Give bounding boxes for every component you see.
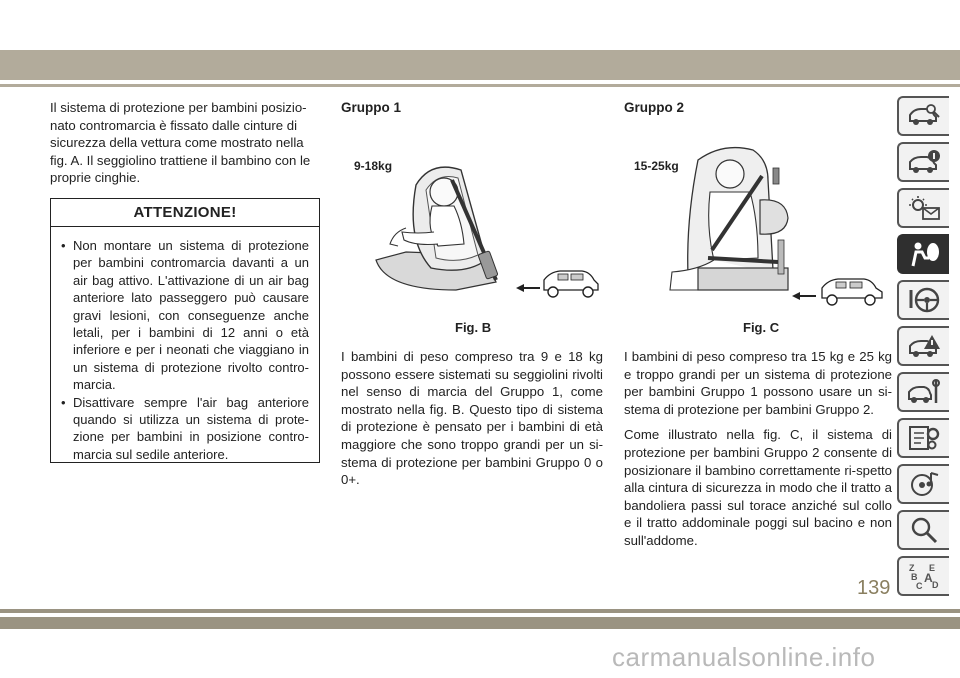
car-warning-icon [907,333,941,359]
intro-paragraph [50,99,320,187]
intro-line: proprie cinghie. [50,170,141,186]
car-info-icon [907,149,941,175]
page-number: 139 [857,577,891,599]
svg-text:D: D [932,580,939,590]
group2-paragraph-1: I bambini di peso compreso tra 15 kg e 25 kg e troppo grandi per un sistema di protezione per bambini Gruppo 1 possono usare un si-stema di protezione per bambini Gruppo 2. [624,349,892,417]
group1-heading: Gruppo 1 [341,100,401,115]
svg-text:Z: Z [909,563,915,573]
group1-section [341,99,603,117]
figure-c-weight-label: 15-25kg [634,159,679,173]
tab-car-info[interactable] [897,142,949,182]
warning-list [59,237,309,463]
tab-specifications[interactable] [897,418,949,458]
group2-heading: Gruppo 2 [624,100,684,115]
tab-index[interactable] [897,556,949,596]
tab-car-search[interactable] [897,96,949,136]
group1-paragraph: I bambini di peso compreso tra 9 e 18 kg possono essere sistemati su seggiolini rivolti nel senso di marcia del Gruppo 1, come mostrato nella fig. B. Questo tipo di sistema di protezione è pensato per i bambini di età maggiore che sono troppo grandi per un si-stema di protezione per bambini Gruppo 0 o 0+. [341,349,603,488]
svg-text:A: A [924,571,933,585]
car-service-icon [907,379,941,405]
svg-text:E: E [929,563,936,573]
airbag-passenger-icon [907,240,941,268]
specifications-icon [907,424,941,452]
figure-c-booster-seat [628,140,890,310]
warning-item: • Disattivare sempre l'air bag anteriore quando si utilizza un sistema di prote-zione per bambini in posizione contro-marcia sul sedile anteriore. [59,394,309,464]
warning-box [50,198,320,463]
svg-text:C: C [916,581,923,591]
intro-line: nato contromarcia è fissato dalle cinture di [50,117,298,133]
tab-search[interactable] [897,510,949,550]
intro-line: Il sistema di protezione per bambini posizio- [50,100,307,115]
tab-emergency[interactable] [897,326,949,366]
index-icon [907,561,941,591]
steering-wheel-icon [907,286,941,314]
figure-b-forward-facing-seat [346,140,602,310]
figure-b-weight-label: 9-18kg [354,159,393,173]
tab-service[interactable] [897,372,949,412]
watermark: carmanualsonline.info [612,642,876,672]
figure-b-label: Fig. B [455,320,492,335]
warning-item: • Non montare un sistema di protezione per bambini contromarcia davanti a un air bag attivo. L'attivazione di un air bag anteriore lato passeggero può causare gravi lesioni, con conseguenze anche letali, per i bambini di 12 anni o età inferiore e per i neonati che viaggiano in un sistema di protezione rivolto contro-marcia. [59,237,309,394]
top-rule [0,84,960,87]
group2-paragraph-2: Come illustrato nella fig. C, il sistema di protezione per bambini Gruppo 2 consente di posizionare il bambino correttamente ri-spetto alla cintura di sicurezza in modo che il tratto a bandoliera passi sul torace anziché sul collo e il tratto addominale poggi sul bacino e non sull'addome. [624,427,892,548]
multimedia-icon [907,470,941,498]
car-search-icon [907,103,941,129]
tab-driving[interactable] [897,280,949,320]
intro-line: fig. A. Il seggiolino trattiene il bambino con le [50,152,311,168]
warning-lights-icon [907,195,941,221]
group1-body [341,348,603,489]
tab-warning-lights[interactable] [897,188,949,228]
search-icon [907,516,941,544]
tab-safety[interactable] [897,234,949,274]
tab-multimedia[interactable] [897,464,949,504]
group2-body [624,348,892,550]
intro-line: sicurezza della vettura come mostrato nella [50,135,304,151]
top-band [0,50,960,80]
warning-title: ATTENZIONE! [51,199,319,227]
bottom-rule [0,609,960,613]
group2-section [624,99,892,117]
intro-text [50,99,320,187]
figure-c-label: Fig. C [743,320,780,335]
bottom-band [0,617,960,629]
svg-text:B: B [911,572,918,582]
